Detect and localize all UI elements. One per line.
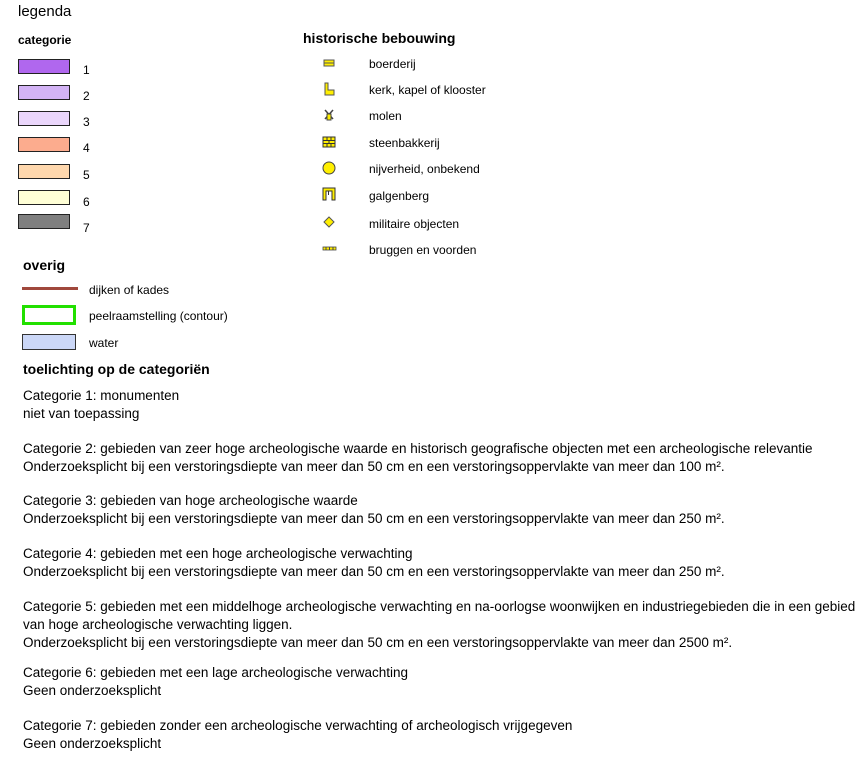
military-diamond-icon xyxy=(321,215,337,229)
category-swatch-3 xyxy=(18,111,70,126)
farmhouse-icon xyxy=(321,56,337,70)
category-3-line-2: Onderzoeksplicht bij een verstoringsdiepte van meer dan 50 cm en een verstoringsoppervlakte van meer dan 250 m². xyxy=(23,511,725,526)
category-description-5 xyxy=(23,598,855,652)
hb-label-boerderij: boerderij xyxy=(369,57,416,71)
category-swatch-7 xyxy=(18,214,70,229)
category-label-5: 5 xyxy=(83,168,90,182)
category-5-line-2: van hoge archeologische verwachting liggen. xyxy=(23,617,293,632)
category-label-4: 4 xyxy=(83,141,90,155)
hb-label-bruggen: bruggen en voorden xyxy=(369,243,477,257)
historische-bebouwing-heading: historische bebouwing xyxy=(303,30,456,46)
category-7-line-1: Categorie 7: gebieden zonder een archeologische verwachting of archeologisch vrijgegeven xyxy=(23,718,573,733)
legend-title: legenda xyxy=(18,3,72,20)
category-6-line-2: Geen onderzoeksplicht xyxy=(23,683,162,698)
category-7-line-2: Geen onderzoeksplicht xyxy=(23,736,162,751)
category-description-1 xyxy=(23,387,179,423)
categorie-heading: categorie xyxy=(18,33,72,47)
hb-label-nijverheid: nijverheid, onbekend xyxy=(369,162,480,176)
hb-label-galgenberg: galgenberg xyxy=(369,189,430,203)
category-5-line-3: Onderzoeksplicht bij een verstoringsdiepte van meer dan 50 cm en een verstoringsoppervlakte van meer dan 2500 m². xyxy=(23,635,733,650)
category-label-7: 7 xyxy=(83,221,90,235)
category-label-6: 6 xyxy=(83,195,90,209)
category-4-line-1: Categorie 4: gebieden met een hoge archeologische verwachting xyxy=(23,546,413,561)
category-1-line-1: Categorie 1: monumenten xyxy=(23,388,180,403)
category-2-line-1: Categorie 2: gebieden van zeer hoge archeologische waarde en historisch geografische objecten met een archeologische relevantie xyxy=(23,441,813,456)
category-description-2 xyxy=(23,440,813,476)
category-swatch-6 xyxy=(18,190,70,205)
category-2-line-2: Onderzoeksplicht bij een verstoringsdiepte van meer dan 50 cm en een verstoringsoppervlakte van meer dan 100 m². xyxy=(23,459,725,474)
bridge-icon xyxy=(321,242,337,256)
category-1-line-2: niet van toepassing xyxy=(23,406,140,421)
industry-circle-icon xyxy=(321,161,337,175)
category-3-line-1: Categorie 3: gebieden van hoge archeologische waarde xyxy=(23,493,358,508)
hb-label-steenbakkerij: steenbakkerij xyxy=(369,136,440,150)
dike-line-symbol xyxy=(22,287,78,290)
hb-label-molen: molen xyxy=(369,109,402,123)
category-description-4 xyxy=(23,545,725,581)
toelichting-heading: toelichting op de categoriën xyxy=(23,361,210,377)
gallows-icon xyxy=(321,187,337,201)
category-label-1: 1 xyxy=(83,63,90,77)
church-icon xyxy=(321,82,337,96)
hb-label-militaire: militaire objecten xyxy=(369,217,460,231)
category-swatch-5 xyxy=(18,164,70,179)
peelraamstelling-contour-symbol xyxy=(22,305,76,325)
brickworks-icon xyxy=(321,135,337,149)
category-label-2: 2 xyxy=(83,89,90,103)
windmill-icon xyxy=(321,108,337,122)
category-swatch-4 xyxy=(18,137,70,152)
water-swatch xyxy=(22,334,76,350)
category-description-3 xyxy=(23,492,725,528)
category-swatch-1 xyxy=(18,59,70,74)
overig-heading: overig xyxy=(23,257,66,273)
overig-label-water: water xyxy=(89,336,119,350)
category-swatch-2 xyxy=(18,85,70,100)
category-description-6 xyxy=(23,664,408,700)
overig-label-dijken: dijken of kades xyxy=(89,283,170,297)
category-5-line-1: Categorie 5: gebieden met een middelhoge archeologische verwachting en na-oorlogse woonwijken en industriegebieden die in een gebied xyxy=(23,599,856,614)
hb-label-kerk: kerk, kapel of klooster xyxy=(369,83,486,97)
category-label-3: 3 xyxy=(83,115,90,129)
category-6-line-1: Categorie 6: gebieden met een lage archeologische verwachting xyxy=(23,665,409,680)
overig-label-peelraamstelling: peelraamstelling (contour) xyxy=(89,309,228,323)
category-4-line-2: Onderzoeksplicht bij een verstoringsdiepte van meer dan 50 cm en een verstoringsoppervlakte van meer dan 250 m². xyxy=(23,564,725,579)
category-description-7 xyxy=(23,717,572,753)
